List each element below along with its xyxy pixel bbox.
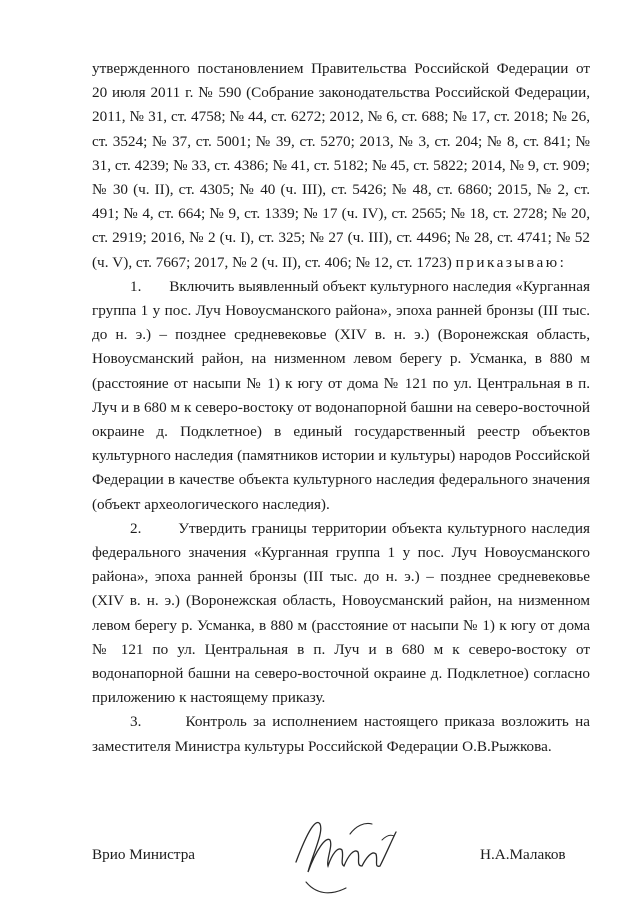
item-number: 3. xyxy=(130,713,142,731)
handwritten-signature xyxy=(286,810,406,900)
intro-paragraph xyxy=(92,57,590,275)
order-item-3 xyxy=(92,710,590,758)
intro-text: утвержденного постановлением Правительства Российской Федерации от 20 июля 2011 г. № 590 (Собрание законодательства Российской Федерации, 2011, № 31, ст. 4758; № 44, ст. 6272; 2012, № 6, ст. 688; № 17, ст. 2018; № 26, ст. 3524; № 37, ст. 5001; № 39, ст. 5270; 2013, № 3, ст. 204; № 8, ст. 841; № 31, ст. 4239; № 33, ст. 4386; № 41, ст. 5182; № 45, ст. 5822; 2014, № 9, ст. 909; № 30 (ч. II), ст. 4305; № 40 (ч. III), ст. 5426; № 48, ст. 6860; 2015, № 2, ст. 491; № 4, ст. 664; № 9, ст. 1339; № 17 (ч. IV), ст. 2565; № 18, ст. 2728; № 20, ст. 2919; 2016, № 2 (ч. I), ст. 325; № 27 (ч. III), ст. 4496; № 28, ст. 4741; № 52 (ч. V), ст. 7667; 2017, № 2 (ч. II), ст. 406; № 12, ст. 1723) xyxy=(92,60,590,271)
item-text: Включить выявленный объект культурного наследия «Курганная группа 1 у пос. Луч Новоусманского района», эпоха ранней бронзы (III тыс. до н. э.) – позднее средневековье (XIV в. н. э.) (Воронежская область, Новоусманский район, на низменном левом берегу р. Усманка, в 880 м (расстояние от насыпи № 1) к югу от дома № 121 по ул. Центральная в п. Луч и в 680 м к северо-востоку от водонапорной башни на северо-восточной окраине д. Подклетное) в единый государственный реестр объектов культурного наследия (памятников истории и культуры) народов Российской Федерации в качестве объекта культурного наследия федерального значения (объект археологического наследия). xyxy=(92,277,591,513)
signatory-name: Н.А.Малаков xyxy=(480,846,566,863)
order-item-1 xyxy=(92,275,590,517)
document-body xyxy=(92,57,590,759)
signatory-title: Врио Министра xyxy=(92,846,196,863)
item-text: Утвердить границы территории объекта культурного наследия федерального значения «Курганная группа 1 у пос. Луч Новоусманского района», эпоха ранней бронзы (III тыс. до н. э.) – позднее средневековье (XIV в. н. э.) (Воронежская область, Новоусманский район, на низменном левом берегу р. Усманка, в 880 м (расстояние от насыпи № 1) к югу от дома № 121 по ул. Центральная в п. Луч и в 680 м к северо-востоку от водонапорной башни на северо-восточной окраине д. Подклетное) согласно приложению к настоящему приказу. xyxy=(92,519,591,707)
item-text: Контроль за исполнением настоящего приказа возложить на заместителя Министра культуры Российской Федерации О.В.Рыжкова. xyxy=(92,713,591,755)
order-item-2 xyxy=(92,517,590,711)
item-number: 1. xyxy=(130,277,142,295)
order-word: приказываю: xyxy=(455,253,567,271)
item-number: 2. xyxy=(130,519,142,537)
